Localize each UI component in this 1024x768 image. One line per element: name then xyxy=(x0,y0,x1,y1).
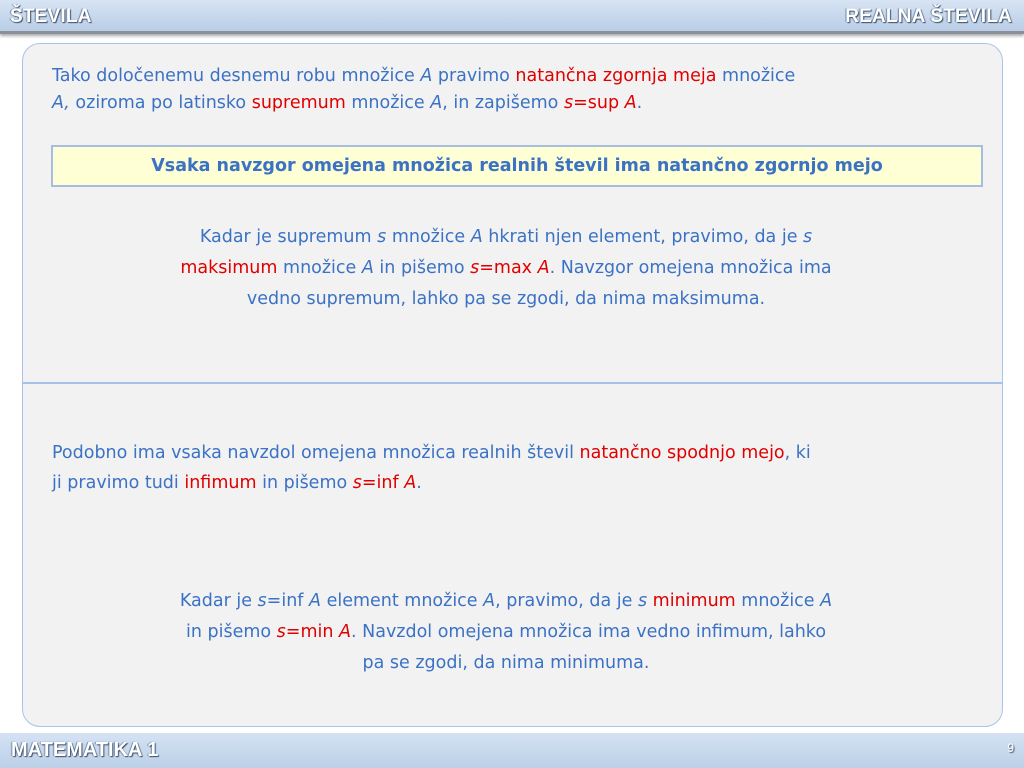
text-run: s xyxy=(803,227,813,247)
text-run: Kadar je supremum xyxy=(199,227,378,247)
text-run: s xyxy=(470,258,480,278)
text-run: s xyxy=(563,93,574,113)
text-run: A xyxy=(361,258,374,278)
supremum-definition-paragraph xyxy=(52,63,962,117)
term-supremum: supremum xyxy=(251,93,346,113)
text-run: , in zapišemo xyxy=(442,93,564,113)
text-run: . xyxy=(636,93,643,113)
minimum-paragraph xyxy=(100,586,912,679)
text-run: in pišemo xyxy=(185,622,277,642)
text-run: in pišemo xyxy=(256,473,353,493)
text-run: , pravimo, da je xyxy=(495,591,638,611)
header-chapter-title: REALNA ŠTEVILA xyxy=(845,6,1012,27)
text-run: A xyxy=(537,258,550,278)
text-run: vedno supremum, lahko pa se zgodi, da nima maksimuma. xyxy=(246,289,766,309)
text-run: =max xyxy=(479,258,538,278)
theorem-box: Vsaka navzgor omejena množica realnih števil ima natančno zgornjo mejo xyxy=(51,145,983,187)
text-run: =inf xyxy=(361,473,405,493)
text-run: Kadar je xyxy=(179,591,258,611)
text-run: . xyxy=(416,473,422,493)
term-upper-bound: natančna zgornja meja xyxy=(515,66,717,86)
term-lower-bound: natančno spodnjo mejo xyxy=(579,443,785,463)
text-run: A xyxy=(339,622,351,642)
text-run: Tako določenemu desnemu robu množice xyxy=(52,66,421,86)
text-run: pravimo xyxy=(432,66,516,86)
maximum-paragraph xyxy=(100,222,912,315)
text-run: s xyxy=(637,591,648,611)
text-run: množice xyxy=(386,227,471,247)
term-minimum: minimum xyxy=(647,591,736,611)
slide-header xyxy=(0,0,1024,34)
text-run: A xyxy=(624,93,637,113)
text-run: A xyxy=(404,473,417,493)
text-run: =sup xyxy=(573,93,625,113)
text-run: s xyxy=(276,622,286,642)
text-run: Podobno ima vsaka navzdol omejena množica realnih števil xyxy=(52,443,580,463)
text-run: s xyxy=(257,591,267,611)
text-run: A, xyxy=(52,93,70,113)
text-run: A xyxy=(420,66,433,86)
text-run: oziroma po latinsko xyxy=(69,93,252,113)
text-run: A xyxy=(483,591,496,611)
course-title: MATEMATIKA 1 xyxy=(11,739,159,761)
text-run: s xyxy=(377,227,387,247)
text-run: . Navzdol omejena množica ima vedno infimum, lahko xyxy=(351,622,827,642)
text-run: množice xyxy=(716,66,796,86)
text-run: ji pravimo tudi xyxy=(52,473,185,493)
slide-footer xyxy=(0,733,1024,768)
text-run: pa se zgodi, da nima minimuma. xyxy=(362,653,650,673)
text-run: =inf xyxy=(266,591,310,611)
header-section-title: ŠTEVILA xyxy=(10,6,92,27)
infimum-definition-paragraph xyxy=(52,438,962,498)
text-run: množice xyxy=(277,258,362,278)
text-run: in pišemo xyxy=(373,258,471,278)
text-run: množice xyxy=(735,591,821,611)
text-run: s xyxy=(352,473,362,493)
text-run: A xyxy=(820,591,833,611)
text-run: A xyxy=(309,591,321,611)
text-run: =min xyxy=(285,622,340,642)
page-number: 9 xyxy=(1007,741,1014,755)
section-divider xyxy=(22,382,1003,384)
text-run: hkrati njen element, pravimo, da je xyxy=(482,227,804,247)
term-infimum: infimum xyxy=(184,473,257,493)
text-run: A xyxy=(470,227,483,247)
text-run: . Navzgor omejena množica ima xyxy=(549,258,832,278)
text-run: A xyxy=(430,93,443,113)
text-run: , ki xyxy=(784,443,811,463)
text-run: element množice xyxy=(321,591,484,611)
text-run: množice xyxy=(345,93,431,113)
term-maximum: maksimum xyxy=(180,258,278,278)
